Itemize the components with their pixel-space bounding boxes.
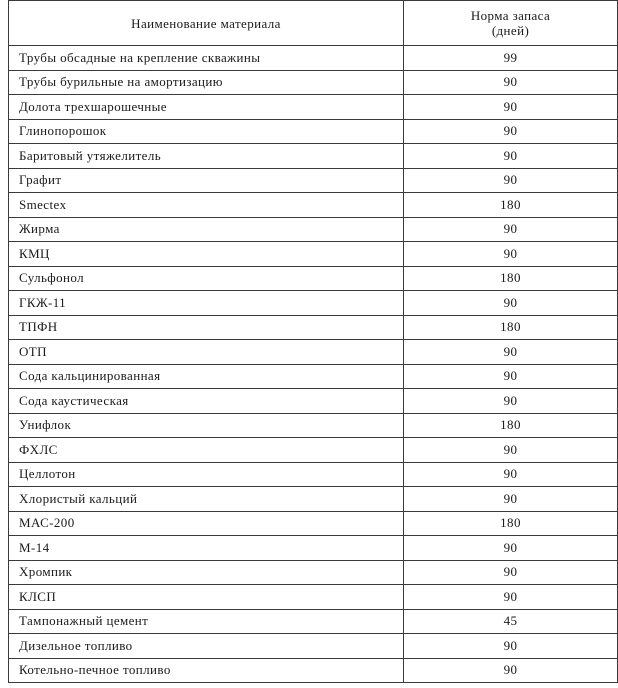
- stock-norm-days-cell: 180: [404, 266, 618, 291]
- materials-stock-norm-table: [8, 0, 618, 683]
- stock-norm-days-cell: 90: [404, 144, 618, 169]
- table-row: [9, 511, 618, 536]
- table-row: [9, 438, 618, 463]
- stock-norm-days-cell: 99: [404, 46, 618, 71]
- table-row: [9, 413, 618, 438]
- material-name-cell: М-14: [9, 536, 404, 561]
- material-name-cell: Сульфонол: [9, 266, 404, 291]
- material-name-cell: ТПФН: [9, 315, 404, 340]
- stock-norm-days-cell: 90: [404, 536, 618, 561]
- stock-norm-days-cell: 90: [404, 462, 618, 487]
- table-row: [9, 291, 618, 316]
- stock-norm-days-cell: 90: [404, 585, 618, 610]
- stock-norm-days-cell: 90: [404, 70, 618, 95]
- material-name-cell: ОТП: [9, 340, 404, 365]
- stock-norm-days-cell: 90: [404, 560, 618, 585]
- table-row: [9, 168, 618, 193]
- material-name-cell: Трубы бурильные на амортизацию: [9, 70, 404, 95]
- table-row: [9, 46, 618, 71]
- table-row: [9, 634, 618, 659]
- header-material-name: Наименование материала: [9, 1, 404, 46]
- material-name-cell: Графит: [9, 168, 404, 193]
- header-stock-norm: [404, 1, 618, 46]
- stock-norm-days-cell: 90: [404, 95, 618, 120]
- material-name-cell: Хромпик: [9, 560, 404, 585]
- table-row: [9, 119, 618, 144]
- table-row: [9, 389, 618, 414]
- table-row: [9, 560, 618, 585]
- table-row: [9, 70, 618, 95]
- material-name-cell: ФХЛС: [9, 438, 404, 463]
- material-name-cell: КМЦ: [9, 242, 404, 267]
- table-row: [9, 144, 618, 169]
- material-name-cell: Хлористый кальций: [9, 487, 404, 512]
- material-name-cell: ГКЖ-11: [9, 291, 404, 316]
- header-stock-norm-unit: (дней): [491, 23, 530, 38]
- material-name-cell: Жирма: [9, 217, 404, 242]
- table-row: [9, 487, 618, 512]
- stock-norm-days-cell: 90: [404, 119, 618, 144]
- material-name-cell: КЛСП: [9, 585, 404, 610]
- material-name-cell: Трубы обсадные на крепление скважины: [9, 46, 404, 71]
- stock-norm-days-cell: 90: [404, 364, 618, 389]
- table-row: [9, 95, 618, 120]
- material-name-cell: Глинопорошок: [9, 119, 404, 144]
- stock-norm-days-cell: 90: [404, 658, 618, 683]
- material-name-cell: Тампонажный цемент: [9, 609, 404, 634]
- material-name-cell: Дизельное топливо: [9, 634, 404, 659]
- material-name-cell: Баритовый утяжелитель: [9, 144, 404, 169]
- table-row: [9, 217, 618, 242]
- material-name-cell: Долота трехшарошечные: [9, 95, 404, 120]
- stock-norm-days-cell: 90: [404, 242, 618, 267]
- stock-norm-days-cell: 180: [404, 193, 618, 218]
- stock-norm-days-cell: 90: [404, 487, 618, 512]
- stock-norm-days-cell: 90: [404, 340, 618, 365]
- material-name-cell: Унифлок: [9, 413, 404, 438]
- table-row: [9, 585, 618, 610]
- table-row: [9, 658, 618, 683]
- table-body: [9, 46, 618, 683]
- table-row: [9, 340, 618, 365]
- table-row: [9, 609, 618, 634]
- stock-norm-days-cell: 90: [404, 438, 618, 463]
- material-name-cell: МАС-200: [9, 511, 404, 536]
- table-header-row: [9, 1, 618, 46]
- material-name-cell: Сода кальцинированная: [9, 364, 404, 389]
- table-row: [9, 315, 618, 340]
- material-name-cell: Целлотон: [9, 462, 404, 487]
- stock-norm-days-cell: 90: [404, 168, 618, 193]
- stock-norm-days-cell: 90: [404, 634, 618, 659]
- table-row: [9, 266, 618, 291]
- header-stock-norm-title: Норма запаса: [470, 8, 551, 23]
- table-row: [9, 193, 618, 218]
- material-name-cell: Котельно-печное топливо: [9, 658, 404, 683]
- material-name-cell: Сода каустическая: [9, 389, 404, 414]
- material-name-cell: Smectex: [9, 193, 404, 218]
- table-row: [9, 364, 618, 389]
- stock-norm-days-cell: 180: [404, 413, 618, 438]
- table-row: [9, 462, 618, 487]
- stock-norm-days-cell: 90: [404, 217, 618, 242]
- stock-norm-days-cell: 180: [404, 315, 618, 340]
- stock-norm-days-cell: 90: [404, 389, 618, 414]
- stock-norm-days-cell: 45: [404, 609, 618, 634]
- stock-norm-days-cell: 90: [404, 291, 618, 316]
- table-row: [9, 242, 618, 267]
- stock-norm-days-cell: 180: [404, 511, 618, 536]
- table-row: [9, 536, 618, 561]
